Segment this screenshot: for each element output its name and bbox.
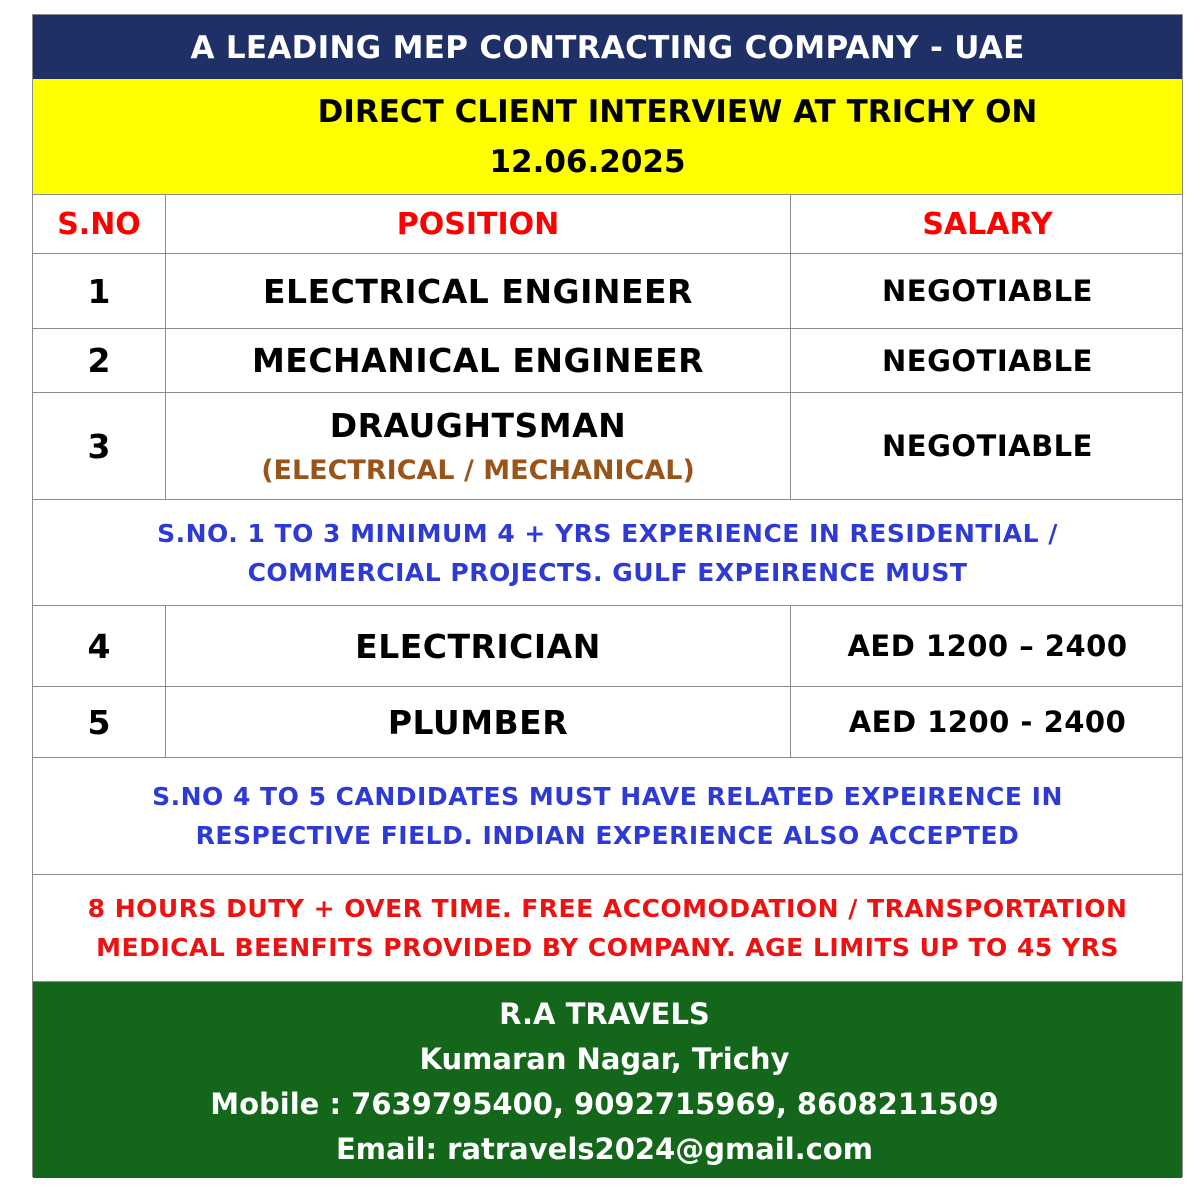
row-sno: 4 [33, 606, 166, 686]
company-title: A LEADING MEP CONTRACTING COMPANY - UAE [33, 15, 1182, 79]
row-position: MECHANICAL ENGINEER [166, 329, 791, 392]
table-row [33, 686, 1182, 757]
row-sno: 2 [33, 329, 166, 392]
row-sno: 5 [33, 687, 166, 757]
row-position: PLUMBER [166, 687, 791, 757]
job-advertisement [32, 14, 1183, 1177]
note-line: S.NO. 1 TO 3 MINIMUM 4 + YRS EXPERIENCE IN RESIDENTIAL / [157, 518, 1058, 548]
column-header-salary: SALARY [922, 206, 1053, 242]
row-position-subtitle: (ELECTRICAL / MECHANICAL) [261, 455, 695, 486]
table-row [33, 328, 1182, 392]
experience-note-1 [33, 499, 1182, 605]
row-salary: AED 1200 - 2400 [848, 705, 1127, 739]
row-salary: NEGOTIABLE [882, 429, 1093, 463]
column-header-sno: S.NO [33, 195, 166, 253]
table-row [33, 253, 1182, 328]
agency-name: R.A TRAVELS [499, 997, 710, 1031]
contact-footer [33, 981, 1182, 1178]
interview-line: DIRECT CLIENT INTERVIEW AT TRICHY ON [317, 94, 1038, 130]
note-line: RESPECTIVE FIELD. INDIAN EXPERIENCE ALSO ACCEPTED [195, 821, 1020, 850]
table-row [33, 605, 1182, 686]
table-row [33, 392, 1182, 499]
row-salary: NEGOTIABLE [882, 274, 1093, 308]
agency-mobile: Mobile : 7639795400, 9092715969, 8608211509 [210, 1087, 999, 1121]
note-line: 8 HOURS DUTY + OVER TIME. FREE ACCOMODATION / TRANSPORTATION [87, 894, 1128, 923]
row-position: ELECTRICAL ENGINEER [166, 254, 791, 328]
note-line: COMMERCIAL PROJECTS. GULF EXPEIRENCE MUST [247, 557, 968, 587]
row-position: DRAUGHTSMAN [329, 406, 627, 445]
row-salary: AED 1200 – 2400 [847, 629, 1128, 663]
benefits-note [33, 874, 1182, 981]
column-header-position: POSITION [166, 195, 791, 253]
agency-address: Kumaran Nagar, Trichy [419, 1042, 790, 1076]
row-salary: NEGOTIABLE [882, 343, 1093, 378]
row-sno: 3 [33, 393, 166, 499]
interview-banner [33, 79, 1182, 194]
note-line: S.NO 4 TO 5 CANDIDATES MUST HAVE RELATED EXPEIRENCE IN [152, 782, 1063, 811]
agency-email: Email: ratravels2024@gmail.com [335, 1132, 874, 1166]
note-line: MEDICAL BEENFITS PROVIDED BY COMPANY. AGE LIMITS UP TO 45 YRS [96, 933, 1119, 962]
row-position: ELECTRICIAN [166, 606, 791, 686]
row-position-cell [166, 393, 791, 499]
experience-note-2 [33, 757, 1182, 874]
table-header-row [33, 194, 1182, 253]
row-sno: 1 [33, 254, 166, 328]
interview-date: 12.06.2025 [489, 144, 686, 180]
